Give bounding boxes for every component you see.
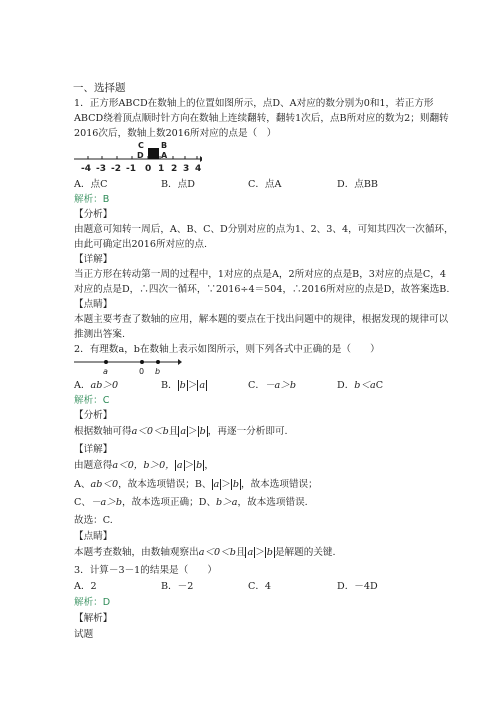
q2-option-d: D．b＜aC bbox=[337, 380, 384, 391]
q2-label-zero: 0 bbox=[139, 367, 145, 376]
q1-analysis-heading: 【分析】 bbox=[74, 209, 113, 220]
q1-label-c: C bbox=[138, 141, 144, 150]
q1-comment-line2: 推测出答案. bbox=[74, 329, 126, 340]
q1-detail-heading: 【详解】 bbox=[74, 254, 113, 265]
q1-option-d: D．点BB bbox=[337, 179, 378, 190]
q3-shiti: 试题 bbox=[74, 629, 94, 640]
q1-option-a: A．点C bbox=[74, 179, 108, 190]
q2-point-zero bbox=[140, 360, 144, 364]
q2-axis-arrow bbox=[178, 359, 182, 365]
q1-option-b: B．点D bbox=[161, 179, 195, 190]
q1-answer: 解析：B bbox=[74, 194, 110, 205]
q1-stem-line2: ABCD绕着顶点顺时针方向在数轴上连续翻转，翻转1次后，点B所对应的数为2；则翻转 bbox=[74, 113, 449, 124]
q1-label-b: B bbox=[161, 141, 168, 150]
q1-label-a: A bbox=[161, 151, 168, 160]
q1-number-line-figure bbox=[72, 140, 202, 176]
q2-detail-heading: 【详解】 bbox=[74, 444, 113, 455]
q1-analysis-line2: 由此可确定出2016所对应的点. bbox=[74, 239, 207, 250]
q1-analysis-line1: 由题意可知转一周后，A、B、C、D分别对应的点为1、2、3、4，可知其四次一次循环， bbox=[74, 224, 454, 235]
q2-option-b: B． b ＞ a bbox=[161, 380, 206, 391]
q1-detail-line2: 对应的点是D，∴四次一循环，∵2016÷4＝504，∴2016所对应的点是D，故答案选B. bbox=[74, 284, 450, 295]
q1-stem-line3: 2016次后，数轴上数2016所对应的点是（ ） bbox=[74, 128, 277, 139]
q2-label-b: b bbox=[155, 367, 161, 376]
q2-choose: 故选：C. bbox=[74, 515, 113, 526]
q2-option-a: A．ab＞0 bbox=[74, 380, 119, 391]
q3-option-a: A．2 bbox=[74, 581, 97, 592]
q2-detail-line3: C、－a＞b，故本选项正确；D、b＞a，故本选项错误. bbox=[74, 497, 308, 508]
q2-analysis-heading: 【分析】 bbox=[74, 410, 113, 421]
q3-stem: 3．计算－3－1的结果是（ ） bbox=[74, 565, 218, 576]
q1-square bbox=[148, 148, 159, 159]
q3-option-c: C．4 bbox=[248, 581, 272, 592]
q1-comment-heading: 【点睛】 bbox=[74, 299, 113, 310]
q2-comment-line: 本题考查数轴，由数轴观察出a＜0＜b且 a ＞ b 是解题的关键. bbox=[74, 547, 336, 558]
q1-detail-line1: 当正方形在转动第一周的过程中，1对应的点是A，2所对应的点是B，3对应的点是C，4 bbox=[74, 269, 446, 280]
q2-answer: 解析：C bbox=[74, 395, 110, 406]
q2-detail-line2: A、ab＜0，故本选项错误；B、 a ＞ b ，故本选项错误； bbox=[74, 479, 318, 490]
section-title: 一、选择题 bbox=[73, 82, 126, 94]
q2-option-c: C．－a＞b bbox=[248, 380, 296, 391]
q2-option-a-math: ab＞0 bbox=[90, 380, 119, 391]
q2-label-a: a bbox=[103, 367, 108, 376]
q1-tick: -1 bbox=[126, 164, 136, 174]
q1-tick: 0 bbox=[145, 164, 152, 174]
q1-option-c: C．点A bbox=[248, 179, 282, 190]
q3-answer: 解析：D bbox=[74, 597, 111, 608]
q3-option-b: B．－2 bbox=[161, 581, 194, 592]
q1-stem-line1: 1．正方形ABCD在数轴上的位置如图所示，点D、A对应的数分别为0和1，若正方形 bbox=[74, 98, 434, 109]
q1-tick: 2 bbox=[171, 164, 178, 174]
q1-tick: 3 bbox=[183, 164, 190, 174]
q2-number-line-figure bbox=[72, 354, 182, 376]
q1-tick: -2 bbox=[111, 164, 121, 174]
q2-point-a bbox=[104, 360, 108, 364]
q1-axis-arrow bbox=[200, 156, 202, 162]
q1-label-d: D bbox=[137, 151, 144, 160]
q1-comment-line1: 本题主要考查了数轴的应用，解本题的要点在于找出问题中的规律，根据发现的规律可以 bbox=[74, 314, 449, 325]
q1-tick-labels bbox=[81, 164, 201, 174]
q2-comment-heading: 【点睛】 bbox=[74, 531, 113, 542]
q2-detail-line1: 由题意得a＜0，b＞0， a ＞ b ， bbox=[74, 460, 214, 471]
q2-option-c-math: －a＞b bbox=[264, 380, 296, 391]
q3-explanation-heading: 【解析】 bbox=[74, 613, 113, 624]
q3-option-d: D．－4D bbox=[337, 581, 378, 592]
q1-tick: 1 bbox=[158, 164, 165, 174]
q1-tick: -4 bbox=[81, 164, 91, 174]
q2-analysis-line: 根据数轴可得a＜0＜b且 a ＞ b ，再逐一分析即可. bbox=[74, 426, 288, 437]
q1-tick: 4 bbox=[195, 164, 202, 174]
q2-point-b bbox=[156, 360, 160, 364]
q2-stem: 2．有理数a，b在数轴上表示如图所示，则下列各式中正确的是（ ） bbox=[74, 344, 380, 355]
q1-tick: -3 bbox=[96, 164, 106, 174]
